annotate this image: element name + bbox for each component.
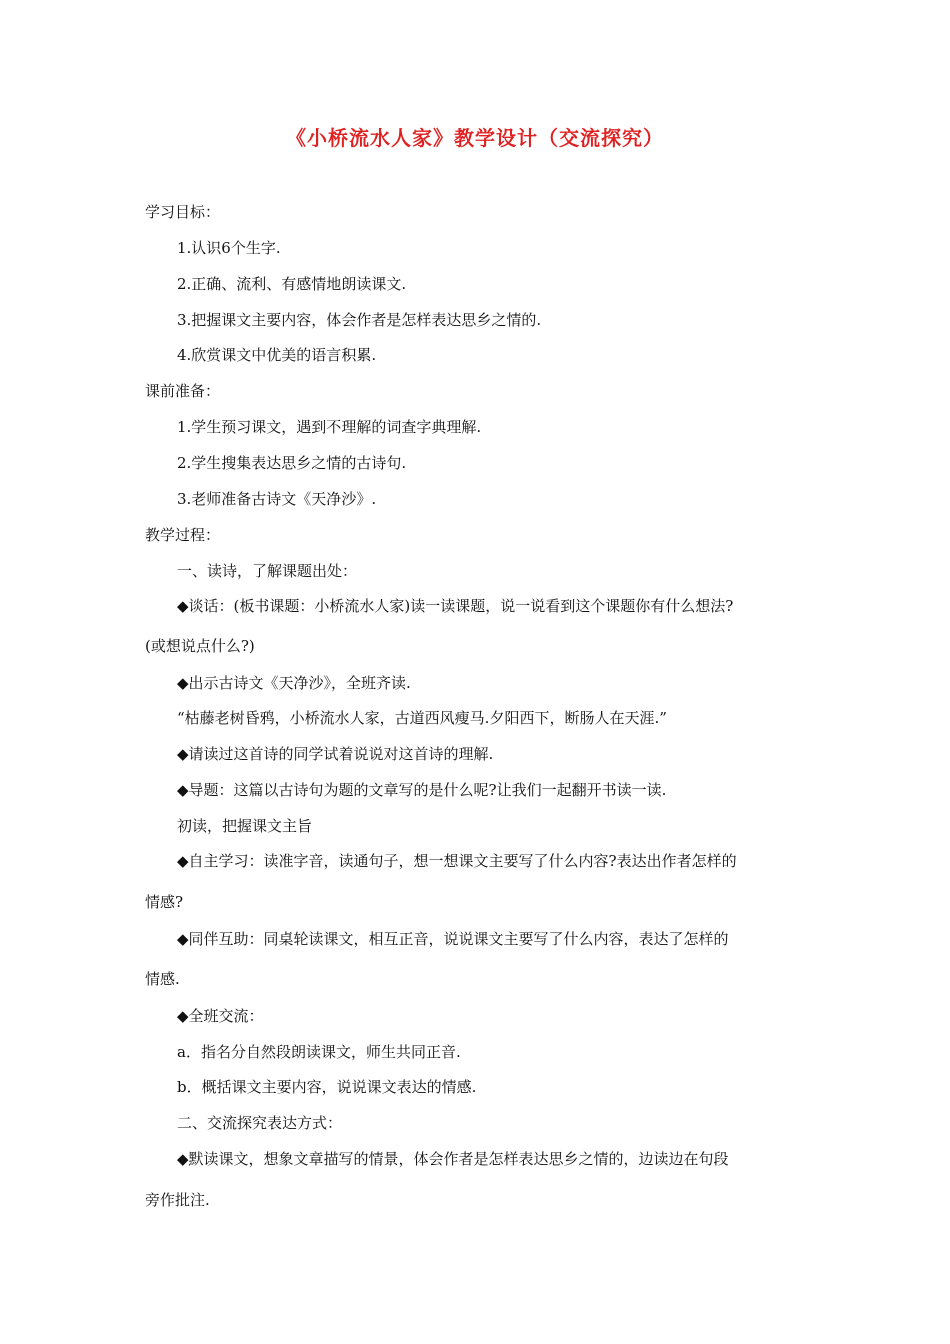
paragraph: 3.老师准备古诗文《天净沙》. (177, 490, 377, 508)
paragraph: ◆全班交流： (177, 1007, 264, 1025)
paragraph-continuation: 旁作批注. (145, 1191, 210, 1209)
paragraph: 一、读诗，了解课题出处： (177, 562, 358, 580)
paragraph: 2.学生搜集表达思乡之情的古诗句. (177, 454, 407, 472)
paragraph: 1.认识6个生字. (177, 239, 281, 257)
section-heading-preparation: 课前准备： (145, 382, 221, 400)
paragraph: b．概括课文主要内容，说说课文表达的情感. (177, 1078, 477, 1096)
paragraph: ◆默读课文，想象文章描写的情景，体会作者是怎样表达思乡之情的，边读边在句段 (177, 1150, 729, 1168)
paragraph: 初读，把握课文主旨 (177, 817, 313, 835)
paragraph: ◆出示古诗文《天净沙》，全班齐读. (177, 674, 411, 692)
paragraph-continuation: 情感. (145, 970, 180, 988)
paragraph: a．指名分自然段朗读课文，师生共同正音. (177, 1043, 461, 1061)
paragraph: ◆自主学习：读准字音，读通句子，想一想课文主要写了什么内容?表达出作者怎样的 (177, 852, 737, 870)
paragraph: ◆请读过这首诗的同学试着说说对这首诗的理解. (177, 745, 494, 763)
paragraph: ◆谈话：(板书课题：小桥流水人家)读一读课题，说一说看到这个课题你有什么想法? (177, 597, 734, 615)
paragraph: 2.正确、流利、有感情地朗读课文. (177, 275, 407, 293)
poem-quote: “枯藤老树昏鸦，小桥流水人家，古道西风瘦马.夕阳西下，断肠人在天涯.” (177, 709, 667, 727)
section-heading-process: 教学过程： (145, 526, 221, 544)
paragraph: 1.学生预习课文，遇到不理解的词查字典理解. (177, 418, 482, 436)
paragraph-continuation: 情感? (145, 893, 184, 911)
paragraph: 4.欣赏课文中优美的语言积累. (177, 346, 377, 364)
paragraph: 二、交流探究表达方式： (177, 1114, 343, 1132)
paragraph: ◆同伴互助：同桌轮读课文，相互正音，说说课文主要写了什么内容，表达了怎样的 (177, 930, 729, 948)
document-title: 《小桥流水人家》教学设计（交流探究） (286, 126, 664, 150)
paragraph-continuation: (或想说点什么?) (145, 637, 255, 655)
section-heading-goals: 学习目标： (145, 203, 221, 221)
paragraph: 3.把握课文主要内容，体会作者是怎样表达思乡之情的. (177, 311, 542, 329)
paragraph: ◆导题：这篇以古诗句为题的文章写的是什么呢?让我们一起翻开书读一读. (177, 781, 667, 799)
